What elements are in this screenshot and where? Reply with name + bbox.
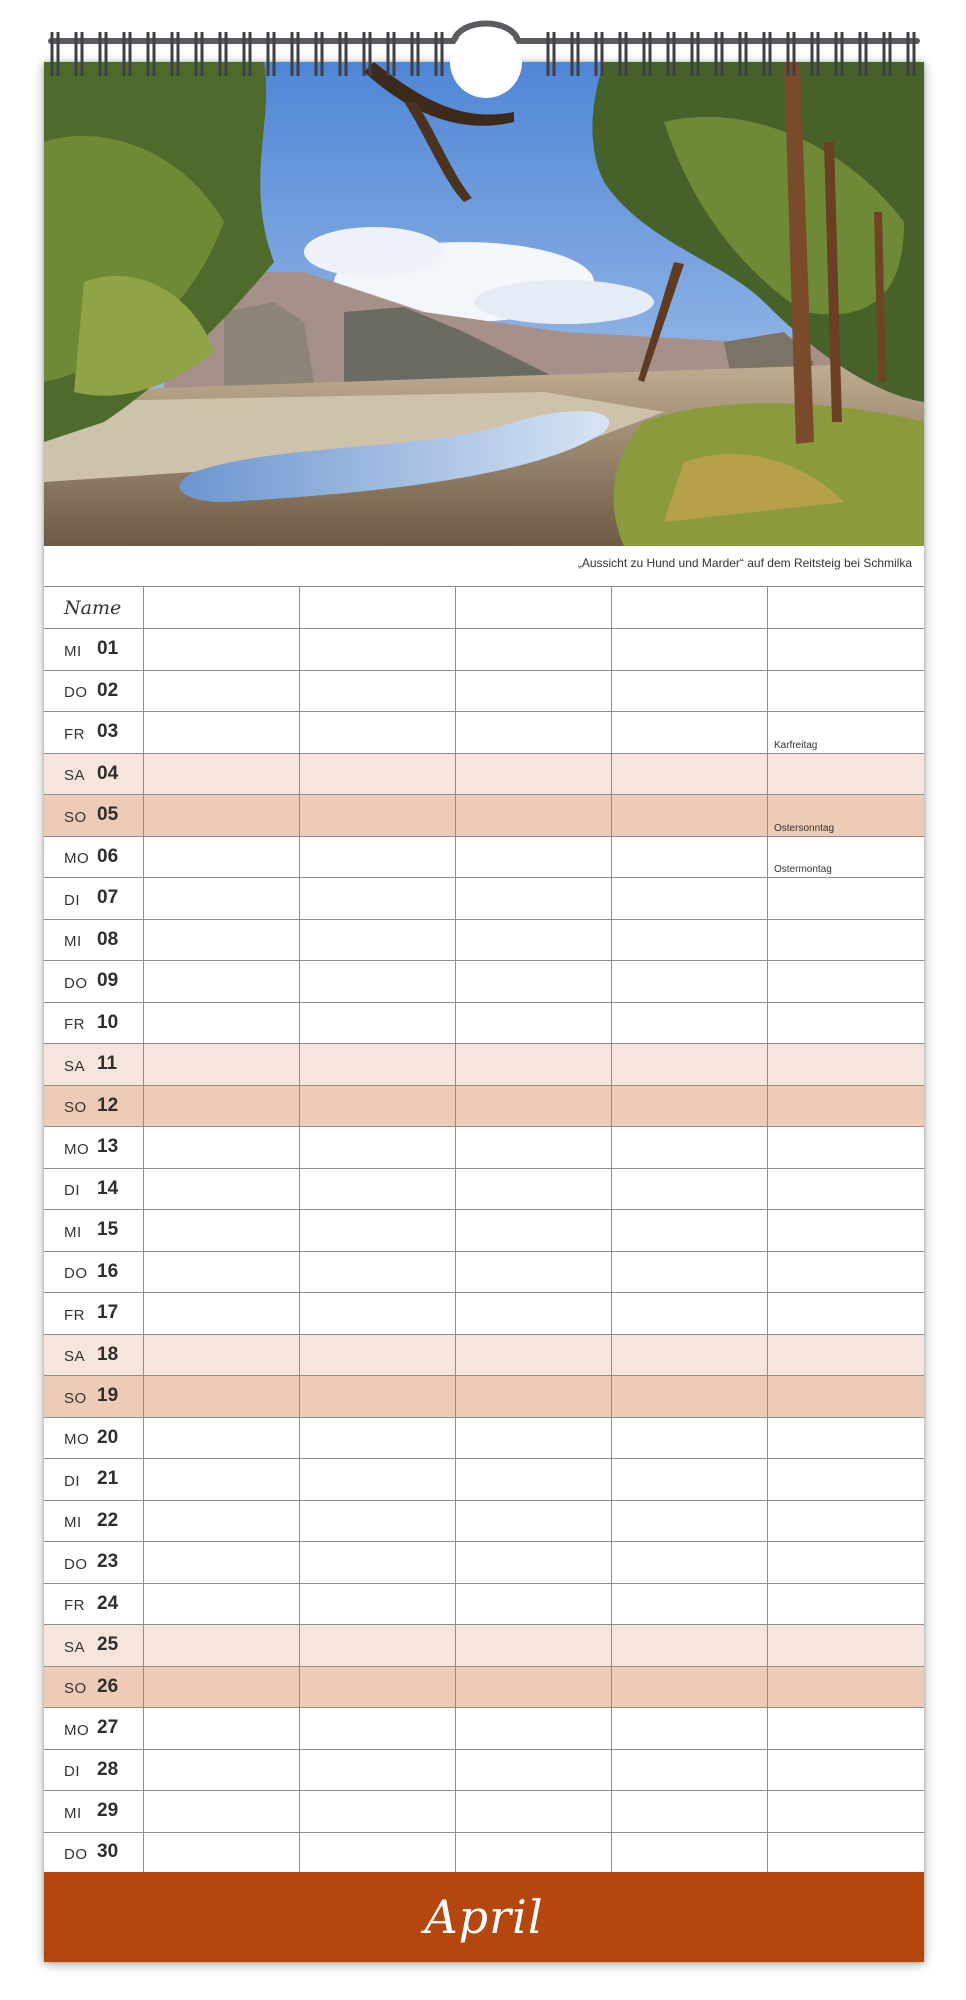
entry-cell[interactable]: [612, 878, 768, 919]
entry-cell[interactable]: [612, 671, 768, 712]
day-number: 08: [97, 928, 119, 950]
entry-cell[interactable]: [300, 1044, 456, 1085]
day-number: 28: [97, 1758, 119, 1780]
entry-cell[interactable]: [612, 1833, 768, 1873]
entry-cell[interactable]: [612, 754, 768, 795]
entry-cell[interactable]: [768, 1418, 924, 1459]
entry-cell[interactable]: [612, 1210, 768, 1251]
weekday-abbrev: DI: [64, 1472, 80, 1490]
name-column-4[interactable]: [612, 587, 768, 628]
day-number: 04: [97, 762, 119, 784]
entry-cell[interactable]: [456, 1086, 612, 1127]
day-row: [44, 711, 924, 753]
entry-cell[interactable]: [612, 1501, 768, 1542]
entry-cell[interactable]: [300, 1418, 456, 1459]
entry-cell[interactable]: [456, 795, 612, 836]
entry-cell[interactable]: [144, 1210, 300, 1251]
day-row: [44, 960, 924, 1002]
entry-cell[interactable]: [300, 1335, 456, 1376]
entry-cell[interactable]: [300, 1459, 456, 1500]
entry-cell[interactable]: [144, 920, 300, 961]
entry-cell[interactable]: [612, 1750, 768, 1791]
weekday-abbrev: MI: [64, 1514, 82, 1532]
entry-cell[interactable]: [144, 671, 300, 712]
day-row: [44, 1251, 924, 1293]
entry-cell[interactable]: [144, 1501, 300, 1542]
entry-cell[interactable]: [612, 1169, 768, 1210]
entry-cell[interactable]: [612, 1252, 768, 1293]
entry-cell[interactable]: [456, 671, 612, 712]
entry-cell[interactable]: [300, 1501, 456, 1542]
weekday-abbrev: MI: [64, 1223, 82, 1241]
day-number: 11: [97, 1053, 118, 1075]
entry-cell[interactable]: [456, 1335, 612, 1376]
weekday-abbrev: FR: [64, 725, 85, 743]
day-number: 21: [97, 1468, 119, 1490]
day-row: [44, 1126, 924, 1168]
entry-cell[interactable]: [456, 712, 612, 753]
weekday-abbrev: MI: [64, 1804, 82, 1822]
entry-cell[interactable]: [300, 1584, 456, 1625]
entry-cell[interactable]: [456, 1501, 612, 1542]
entry-cell[interactable]: [768, 1169, 924, 1210]
entry-cell[interactable]: [612, 837, 768, 878]
entry-cell[interactable]: [144, 961, 300, 1002]
entry-cell[interactable]: [768, 961, 924, 1002]
entry-cell[interactable]: [612, 1418, 768, 1459]
day-number: 19: [97, 1385, 119, 1407]
name-column-1[interactable]: [144, 587, 300, 628]
weekday-abbrev: SA: [64, 1348, 86, 1366]
day-label-cell: [44, 1169, 144, 1210]
photo-caption: „Aussicht zu Hund und Marder“ auf dem Reitsteig bei Schmilka: [577, 556, 912, 570]
day-row: [44, 1168, 924, 1210]
day-number: 24: [97, 1592, 119, 1614]
weekday-abbrev: FR: [64, 1597, 85, 1615]
day-label-cell: [44, 1459, 144, 1500]
weekday-abbrev: DO: [64, 1555, 88, 1573]
day-number: 06: [97, 845, 119, 867]
name-label-cell: [44, 587, 144, 628]
entry-cell[interactable]: [768, 1750, 924, 1791]
day-label-cell: [44, 754, 144, 795]
entry-cell[interactable]: [456, 1044, 612, 1085]
entry-cell[interactable]: [144, 1542, 300, 1583]
entry-cell[interactable]: [300, 837, 456, 878]
entry-cell[interactable]: [456, 1418, 612, 1459]
entry-cell[interactable]: [612, 1335, 768, 1376]
day-row: [44, 1541, 924, 1583]
entry-cell[interactable]: [612, 1003, 768, 1044]
day-label-cell: [44, 1252, 144, 1293]
day-number: 15: [97, 1219, 119, 1241]
entry-cell[interactable]: [768, 1833, 924, 1873]
weekday-abbrev: SA: [64, 767, 86, 785]
entry-cell[interactable]: [768, 1210, 924, 1251]
holiday-label: Ostersonntag: [774, 822, 835, 834]
entry-cell[interactable]: [456, 1210, 612, 1251]
entry-cell[interactable]: [144, 1003, 300, 1044]
day-number: 16: [97, 1260, 119, 1282]
entry-cell[interactable]: [300, 878, 456, 919]
entry-cell[interactable]: [300, 1252, 456, 1293]
entry-cell[interactable]: [768, 1542, 924, 1583]
day-label-cell: [44, 1127, 144, 1168]
entry-cell[interactable]: [144, 1169, 300, 1210]
holiday-label: Ostermontag: [774, 864, 832, 875]
entry-cell[interactable]: [768, 1584, 924, 1625]
entry-cell[interactable]: [612, 1708, 768, 1749]
weekday-abbrev: MO: [64, 1721, 90, 1739]
entry-cell[interactable]: [300, 629, 456, 670]
entry-cell[interactable]: [456, 920, 612, 961]
header-row: [44, 586, 924, 628]
day-row: [44, 1002, 924, 1044]
entry-cell[interactable]: [612, 1293, 768, 1334]
day-label-cell: [44, 1542, 144, 1583]
day-row: [44, 1624, 924, 1666]
day-label-cell: [44, 795, 144, 836]
entry-cell[interactable]: [456, 1127, 612, 1168]
entry-cell[interactable]: [612, 629, 768, 670]
entry-cell[interactable]: [456, 1833, 612, 1873]
weekday-abbrev: SO: [64, 1680, 87, 1698]
entry-cell[interactable]: [456, 1542, 612, 1583]
day-number: 07: [97, 887, 119, 909]
day-row: [44, 794, 924, 836]
day-number: 01: [97, 638, 119, 660]
entry-cell[interactable]: [768, 1335, 924, 1376]
entry-cell[interactable]: [612, 1584, 768, 1625]
day-row: [44, 1417, 924, 1459]
day-label-cell: [44, 1750, 144, 1791]
weekday-abbrev: DI: [64, 891, 80, 909]
entry-cell[interactable]: [768, 837, 924, 878]
weekday-abbrev: DO: [64, 684, 88, 702]
weekday-abbrev: DO: [64, 1845, 88, 1863]
day-label-cell: [44, 1210, 144, 1251]
day-label-cell: [44, 1335, 144, 1376]
day-row: [44, 1043, 924, 1085]
weekday-abbrev: MO: [64, 1431, 90, 1449]
entry-cell[interactable]: [768, 754, 924, 795]
day-row: [44, 1707, 924, 1749]
day-label-cell: [44, 1625, 144, 1666]
day-number: 29: [97, 1800, 119, 1822]
day-row: [44, 753, 924, 795]
day-label-cell: [44, 1376, 144, 1417]
weekday-abbrev: FR: [64, 1016, 85, 1034]
day-row: [44, 1458, 924, 1500]
entry-cell[interactable]: [300, 1833, 456, 1873]
day-label-cell: [44, 878, 144, 919]
weekday-abbrev: SA: [64, 1057, 86, 1075]
entry-cell[interactable]: [456, 837, 612, 878]
calendar-grid: [44, 586, 924, 1873]
entry-cell[interactable]: [768, 1293, 924, 1334]
entry-cell[interactable]: [144, 1418, 300, 1459]
day-row: [44, 628, 924, 670]
entry-cell[interactable]: [768, 1667, 924, 1708]
day-row: [44, 1583, 924, 1625]
day-number: 25: [97, 1634, 119, 1656]
entry-cell[interactable]: [144, 1376, 300, 1417]
entry-cell[interactable]: [144, 1335, 300, 1376]
day-label-cell: [44, 1667, 144, 1708]
day-row: [44, 1666, 924, 1708]
month-name: April: [424, 1890, 544, 1944]
entry-cell[interactable]: [144, 1127, 300, 1168]
weekday-abbrev: MO: [64, 850, 90, 868]
day-number: 09: [97, 970, 119, 992]
entry-cell[interactable]: [300, 1376, 456, 1417]
entry-cell[interactable]: [144, 1086, 300, 1127]
day-number: 30: [97, 1841, 119, 1863]
day-row: [44, 1500, 924, 1542]
entry-cell[interactable]: [300, 671, 456, 712]
entry-cell[interactable]: [768, 1127, 924, 1168]
day-label-cell: [44, 1791, 144, 1832]
entry-cell[interactable]: [144, 878, 300, 919]
entry-cell[interactable]: [144, 1625, 300, 1666]
entry-cell[interactable]: [144, 1708, 300, 1749]
entry-cell[interactable]: [456, 1252, 612, 1293]
weekday-abbrev: MI: [64, 642, 82, 660]
entry-cell[interactable]: [300, 1003, 456, 1044]
entry-cell[interactable]: [456, 878, 612, 919]
entry-cell[interactable]: [612, 1044, 768, 1085]
entry-cell[interactable]: [768, 1791, 924, 1832]
entry-cell[interactable]: [612, 1376, 768, 1417]
day-label-cell: [44, 1708, 144, 1749]
name-column-2[interactable]: [300, 587, 456, 628]
day-number: 27: [97, 1717, 119, 1739]
entry-cell[interactable]: [300, 1667, 456, 1708]
entry-cell[interactable]: [612, 1459, 768, 1500]
entry-cell[interactable]: [768, 1708, 924, 1749]
entry-cell[interactable]: [300, 712, 456, 753]
entry-cell[interactable]: [612, 1667, 768, 1708]
entry-cell[interactable]: [612, 1542, 768, 1583]
entry-cell[interactable]: [300, 795, 456, 836]
day-label-cell: [44, 1044, 144, 1085]
day-row: [44, 1749, 924, 1791]
name-column-5[interactable]: [768, 587, 924, 628]
day-row: [44, 1085, 924, 1127]
entry-cell[interactable]: [144, 1791, 300, 1832]
entry-cell[interactable]: [144, 629, 300, 670]
weekday-abbrev: SA: [64, 1638, 86, 1656]
day-number: 10: [97, 1011, 119, 1033]
entry-cell[interactable]: [144, 712, 300, 753]
weekday-abbrev: DO: [64, 1265, 88, 1283]
entry-cell[interactable]: [144, 795, 300, 836]
entry-cell[interactable]: [144, 1750, 300, 1791]
entry-cell[interactable]: [768, 1044, 924, 1085]
weekday-abbrev: SO: [64, 1099, 87, 1117]
day-label-cell: [44, 961, 144, 1002]
weekday-abbrev: DO: [64, 974, 88, 992]
day-label-cell: [44, 629, 144, 670]
day-row: [44, 877, 924, 919]
entry-cell[interactable]: [144, 1293, 300, 1334]
entry-cell[interactable]: [144, 1252, 300, 1293]
entry-cell[interactable]: [768, 1501, 924, 1542]
day-row: [44, 1292, 924, 1334]
entry-cell[interactable]: [456, 1169, 612, 1210]
day-label-cell: [44, 1584, 144, 1625]
day-label-cell: [44, 1086, 144, 1127]
weekday-abbrev: FR: [64, 1306, 85, 1324]
entry-cell[interactable]: [300, 961, 456, 1002]
entry-cell[interactable]: [300, 1791, 456, 1832]
entry-cell[interactable]: [456, 1376, 612, 1417]
entry-cell[interactable]: [768, 629, 924, 670]
entry-cell[interactable]: [456, 1584, 612, 1625]
entry-cell[interactable]: [144, 1459, 300, 1500]
entry-cell[interactable]: [144, 1667, 300, 1708]
weekday-abbrev: MO: [64, 1140, 90, 1158]
day-label-cell: [44, 671, 144, 712]
entry-cell[interactable]: [300, 1127, 456, 1168]
name-label: Name: [64, 596, 122, 619]
entry-cell[interactable]: [300, 1708, 456, 1749]
entry-cell[interactable]: [612, 961, 768, 1002]
entry-cell[interactable]: [456, 1791, 612, 1832]
entry-cell[interactable]: [144, 754, 300, 795]
day-rows: [44, 628, 924, 1873]
day-row: [44, 919, 924, 961]
month-footer: [44, 1872, 924, 1962]
entry-cell[interactable]: [612, 712, 768, 753]
entry-cell[interactable]: [300, 1625, 456, 1666]
landscape-photo: [44, 62, 924, 546]
holiday-label: Karfreitag: [774, 739, 818, 751]
entry-cell[interactable]: [456, 1750, 612, 1791]
day-row: [44, 670, 924, 712]
name-column-3[interactable]: [456, 587, 612, 628]
day-label-cell: [44, 1293, 144, 1334]
day-label-cell: [44, 1418, 144, 1459]
entry-cell[interactable]: [144, 837, 300, 878]
entry-cell[interactable]: [768, 1003, 924, 1044]
entry-cell[interactable]: [768, 671, 924, 712]
entry-cell[interactable]: [768, 1459, 924, 1500]
entry-cell[interactable]: [456, 1293, 612, 1334]
entry-cell[interactable]: [768, 1625, 924, 1666]
entry-cell[interactable]: [300, 754, 456, 795]
day-number: 14: [97, 1177, 119, 1199]
day-label-cell: [44, 837, 144, 878]
weekday-abbrev: DI: [64, 1763, 80, 1781]
entry-cell[interactable]: [768, 712, 924, 753]
entry-cell[interactable]: [456, 629, 612, 670]
entry-cell[interactable]: [456, 1459, 612, 1500]
day-number: 12: [97, 1094, 119, 1116]
entry-cell[interactable]: [456, 1667, 612, 1708]
entry-cell[interactable]: [144, 1833, 300, 1873]
entry-cell[interactable]: [300, 1542, 456, 1583]
entry-cell[interactable]: [768, 878, 924, 919]
weekday-abbrev: SO: [64, 808, 87, 826]
entry-cell[interactable]: [456, 1625, 612, 1666]
day-number: 13: [97, 1136, 119, 1158]
entry-cell[interactable]: [768, 795, 924, 836]
entry-cell[interactable]: [768, 1086, 924, 1127]
day-label-cell: [44, 920, 144, 961]
day-label-cell: [44, 1003, 144, 1044]
weekday-abbrev: SO: [64, 1389, 87, 1407]
day-label-cell: [44, 712, 144, 753]
entry-cell[interactable]: [612, 1127, 768, 1168]
day-number: 18: [97, 1343, 119, 1365]
day-row: [44, 1790, 924, 1832]
day-number: 22: [97, 1509, 119, 1531]
entry-cell[interactable]: [612, 920, 768, 961]
hanger-hook: [448, 12, 524, 100]
entry-cell[interactable]: [612, 795, 768, 836]
day-number: 26: [97, 1675, 119, 1697]
day-row: [44, 836, 924, 878]
entry-cell[interactable]: [768, 1252, 924, 1293]
entry-cell[interactable]: [300, 1293, 456, 1334]
entry-cell[interactable]: [456, 961, 612, 1002]
entry-cell[interactable]: [144, 1584, 300, 1625]
entry-cell[interactable]: [456, 1003, 612, 1044]
entry-cell[interactable]: [300, 920, 456, 961]
day-number: 20: [97, 1426, 119, 1448]
day-label-cell: [44, 1833, 144, 1873]
day-number: 17: [97, 1302, 119, 1324]
entry-cell[interactable]: [612, 1791, 768, 1832]
entry-cell[interactable]: [768, 920, 924, 961]
entry-cell[interactable]: [300, 1210, 456, 1251]
entry-cell[interactable]: [456, 1708, 612, 1749]
weekday-abbrev: MI: [64, 933, 82, 951]
entry-cell[interactable]: [144, 1044, 300, 1085]
entry-cell[interactable]: [612, 1086, 768, 1127]
entry-cell[interactable]: [300, 1169, 456, 1210]
weekday-abbrev: DI: [64, 1182, 80, 1200]
day-number: 02: [97, 679, 119, 701]
day-row: [44, 1375, 924, 1417]
day-number: 05: [97, 804, 119, 826]
entry-cell[interactable]: [300, 1750, 456, 1791]
day-number: 23: [97, 1551, 119, 1573]
entry-cell[interactable]: [456, 754, 612, 795]
day-row: [44, 1209, 924, 1251]
day-row: [44, 1334, 924, 1376]
entry-cell[interactable]: [612, 1625, 768, 1666]
day-number: 03: [97, 721, 119, 743]
day-label-cell: [44, 1501, 144, 1542]
day-row: [44, 1832, 924, 1874]
entry-cell[interactable]: [300, 1086, 456, 1127]
entry-cell[interactable]: [768, 1376, 924, 1417]
